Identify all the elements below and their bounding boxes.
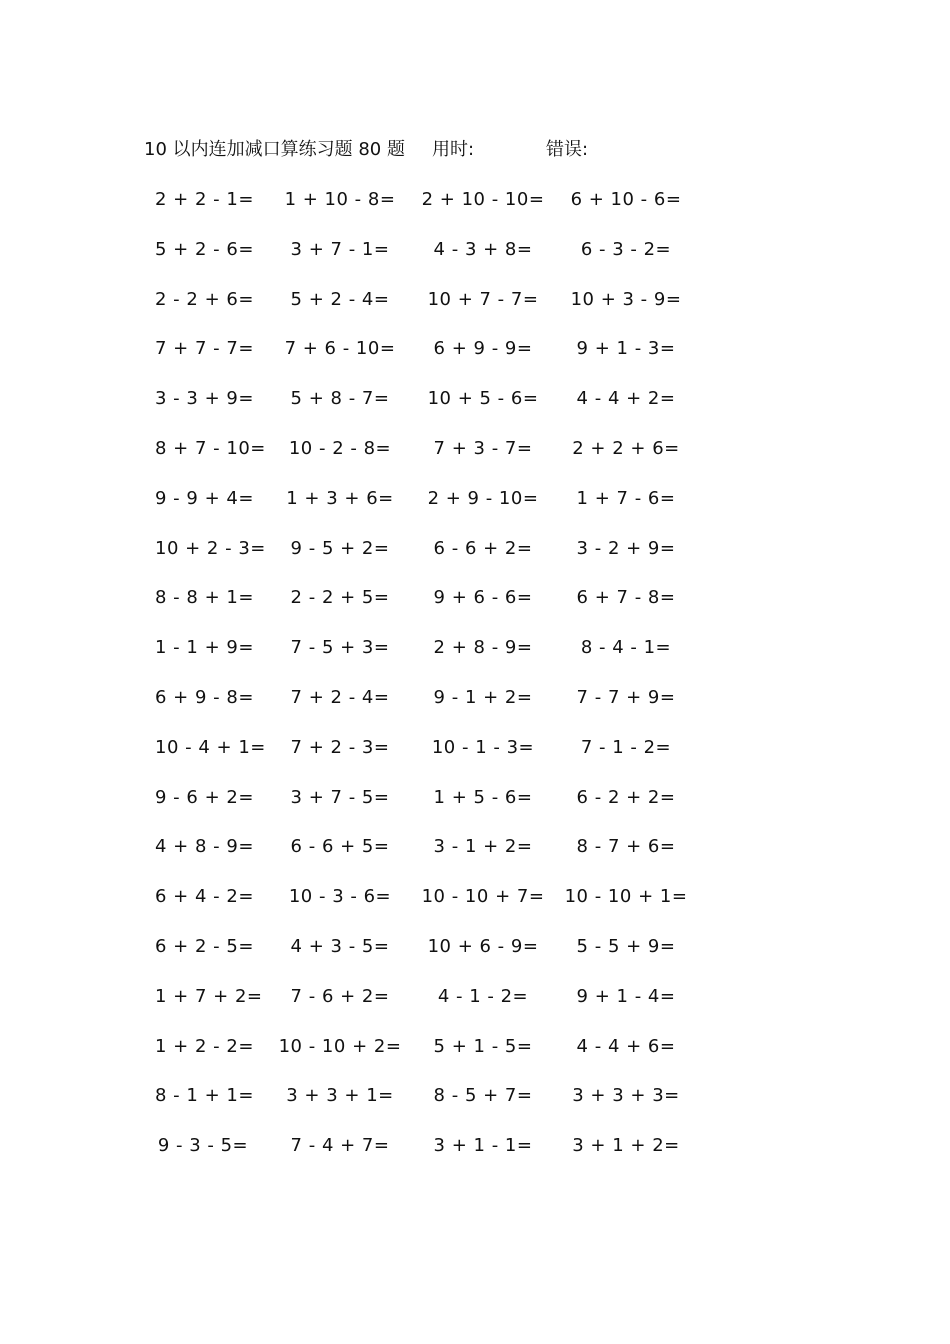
problem-row (155, 585, 715, 635)
problem-item: 7 + 2 - 4= (290, 686, 390, 708)
problem-item: 3 + 3 + 3= (572, 1085, 680, 1107)
problem-item: 7 - 7 + 9= (576, 686, 676, 708)
problem-item: 10 - 2 - 8= (288, 437, 392, 459)
problem-item: 5 + 8 - 7= (290, 388, 390, 410)
problem-item: 3 + 1 + 2= (572, 1135, 680, 1157)
problem-item: 3 - 1 + 2= (433, 836, 533, 858)
problem-item: 8 - 7 + 6= (576, 836, 676, 858)
problem-item: 10 - 10 + 2= (278, 1035, 402, 1057)
problem-item: 9 - 9 + 4= (155, 487, 254, 509)
problem-item: 6 + 7 - 8= (576, 587, 676, 609)
problem-item: 2 - 2 + 5= (290, 587, 390, 609)
problem-item: 7 - 4 + 7= (290, 1135, 390, 1157)
problem-row (155, 1034, 715, 1084)
problem-item: 10 - 4 + 1= (155, 736, 266, 758)
problem-item: 3 - 3 + 9= (155, 388, 254, 410)
problem-item: 9 + 1 - 3= (576, 338, 676, 360)
problem-item: 2 + 8 - 9= (433, 637, 533, 659)
problem-item: 4 - 4 + 2= (576, 388, 676, 410)
problem-item: 2 + 2 - 1= (155, 189, 254, 210)
problem-row (155, 884, 715, 934)
problem-row (155, 237, 715, 287)
time-label: 用时: (432, 139, 475, 160)
problem-item: 4 - 3 + 8= (433, 238, 533, 260)
problem-item: 8 - 8 + 1= (155, 587, 254, 609)
problem-row (155, 735, 715, 785)
problem-item: 1 + 3 + 6= (286, 487, 394, 509)
problem-row (155, 934, 715, 984)
problem-item: 4 + 3 - 5= (290, 935, 390, 957)
problem-item: 9 - 3 - 5= (157, 1135, 249, 1157)
problem-item: 1 + 7 + 2= (155, 985, 263, 1007)
problem-item: 4 - 4 + 6= (576, 1035, 676, 1057)
problem-item: 2 + 2 + 6= (572, 437, 680, 459)
problem-item: 10 - 3 - 6= (288, 886, 392, 908)
problem-item: 7 + 7 - 7= (155, 338, 254, 360)
problem-item: 7 + 3 - 7= (433, 437, 533, 459)
problem-item: 10 + 3 - 9= (570, 288, 682, 310)
problem-item: 5 + 1 - 5= (433, 1035, 533, 1057)
problem-row (155, 336, 715, 386)
problem-item: 3 + 1 - 1= (433, 1135, 533, 1157)
problem-item: 6 + 9 - 9= (433, 338, 533, 360)
problem-item: 6 + 4 - 2= (155, 886, 254, 908)
problem-item: 5 - 5 + 9= (576, 935, 676, 957)
errors-label: 错误: (546, 139, 589, 160)
problem-row (155, 635, 715, 685)
problem-item: 10 + 7 - 7= (427, 288, 539, 310)
problem-grid (155, 187, 715, 1183)
problem-item: 9 - 1 + 2= (433, 686, 533, 708)
problem-row (155, 486, 715, 536)
problem-item: 3 + 7 - 1= (290, 238, 390, 260)
problem-item: 5 + 2 - 4= (290, 288, 390, 310)
problem-row (155, 685, 715, 735)
problem-item: 9 + 6 - 6= (433, 587, 533, 609)
problem-item: 3 - 2 + 9= (576, 537, 676, 559)
problem-item: 7 - 1 - 2= (580, 736, 672, 758)
problem-item: 5 + 2 - 6= (155, 238, 254, 260)
problem-item: 6 + 9 - 8= (155, 686, 254, 708)
worksheet-title: 10 以内连加减口算练习题 80 题 (144, 139, 405, 160)
problem-item: 6 - 3 - 2= (580, 238, 672, 260)
problem-item: 6 - 6 + 5= (290, 836, 390, 858)
problem-item: 1 + 10 - 8= (284, 189, 396, 210)
problem-item: 10 + 5 - 6= (427, 388, 539, 410)
problem-item: 8 - 4 - 1= (580, 637, 672, 659)
problem-item: 7 - 6 + 2= (290, 985, 390, 1007)
problem-item: 1 - 1 + 9= (155, 637, 254, 659)
problem-item: 6 - 2 + 2= (576, 786, 676, 808)
problem-item: 1 + 7 - 6= (576, 487, 676, 509)
problem-item: 2 + 9 - 10= (427, 487, 539, 509)
problem-row (155, 536, 715, 586)
problem-item: 6 + 10 - 6= (570, 189, 682, 210)
problem-item: 4 - 1 - 2= (437, 985, 529, 1007)
problem-row (155, 1133, 715, 1183)
problem-item: 3 + 7 - 5= (290, 786, 390, 808)
problem-item: 3 + 3 + 1= (286, 1085, 394, 1107)
problem-item: 7 + 6 - 10= (284, 338, 396, 360)
problem-item: 10 - 10 + 1= (564, 886, 688, 908)
problem-row (155, 287, 715, 337)
problem-item: 8 - 1 + 1= (155, 1085, 254, 1107)
problem-item: 10 - 10 + 7= (421, 886, 545, 908)
problem-item: 6 - 6 + 2= (433, 537, 533, 559)
problem-item: 2 + 10 - 10= (421, 189, 545, 210)
problem-item: 9 - 6 + 2= (155, 786, 254, 808)
problem-row (155, 386, 715, 436)
problem-item: 10 - 1 - 3= (431, 736, 535, 758)
problem-row (155, 1083, 715, 1133)
problem-item: 7 - 5 + 3= (290, 637, 390, 659)
problem-row (155, 187, 715, 237)
problem-item: 1 + 2 - 2= (155, 1035, 254, 1057)
problem-row (155, 436, 715, 486)
problem-item: 10 + 2 - 3= (155, 537, 266, 559)
problem-item: 2 - 2 + 6= (155, 288, 254, 310)
problem-item: 7 + 2 - 3= (290, 736, 390, 758)
problem-item: 8 + 7 - 10= (155, 437, 266, 459)
problem-row (155, 834, 715, 884)
problem-item: 6 + 2 - 5= (155, 935, 254, 957)
problem-row (155, 785, 715, 835)
problem-item: 10 + 6 - 9= (427, 935, 539, 957)
problem-item: 9 - 5 + 2= (290, 537, 390, 559)
problem-item: 8 - 5 + 7= (433, 1085, 533, 1107)
problem-item: 9 + 1 - 4= (576, 985, 676, 1007)
problem-row (155, 984, 715, 1034)
problem-item: 4 + 8 - 9= (155, 836, 254, 858)
problem-item: 1 + 5 - 6= (433, 786, 533, 808)
